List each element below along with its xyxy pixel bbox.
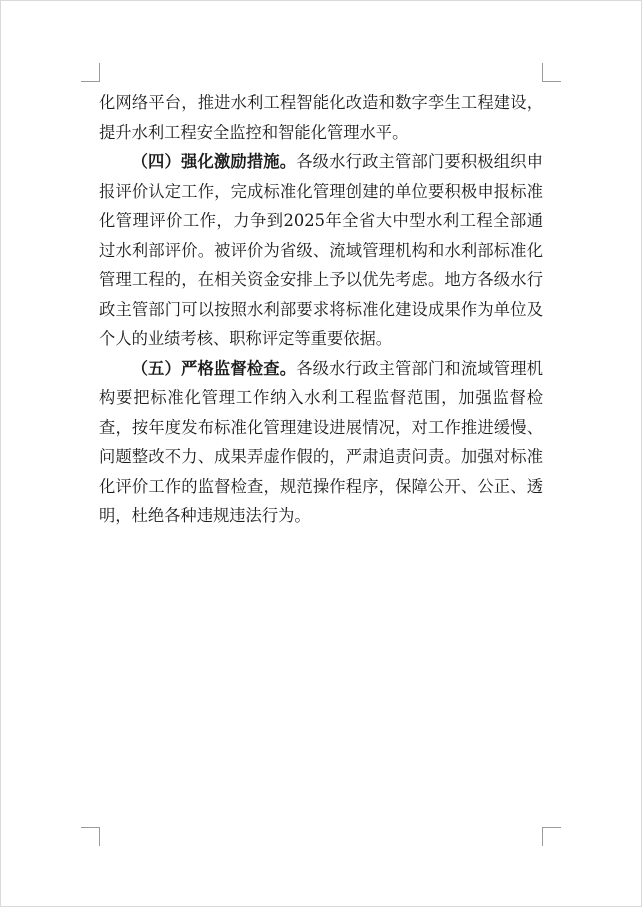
crop-mark-top-left — [81, 63, 100, 82]
document-body — [99, 88, 543, 531]
section-heading-four: （四）强化激励措施。 — [131, 152, 297, 171]
paragraph-continuation — [99, 88, 543, 147]
paragraph-text: 各级水行政主管部门和流域管理机构要把标准化管理工作纳入水利工程监督范围，加强监督检查，按年度发布标准化管理建设进展情况，对工作推进缓慢、问题整改不力、成果弄虚作假的，严肃追责问责。加强对标准化评价工作的监督检查，规范操作程序，保障公开、公正、透明，杜绝各种违规违法行为。 — [99, 358, 543, 525]
paragraph-incentive-measures — [99, 147, 543, 354]
crop-mark-bottom-right — [542, 827, 561, 846]
crop-mark-bottom-left — [81, 827, 100, 846]
section-heading-five: （五）严格监督检查。 — [131, 358, 297, 378]
paragraph-text: 化网络平台，推进水利工程智能化改造和数字孪生工程建设，提升水利工程安全监控和智能化管理水平。 — [99, 93, 543, 142]
crop-mark-top-right — [542, 63, 561, 82]
paragraph-text: 各级水行政主管部门要积极组织申报评价认定工作，完成标准化管理创建的单位要积极申报标准化管理评价工作，力争到2025年全省大中型水利工程全部通过水利部评价。被评价为省级、流域管理机构和水利部标准化管理工程的，在相关资金安排上予以优先考虑。地方各级水行政主管部门可以按照水利部要求将标准化建设成果作为单位及个人的业绩考核、职称评定等重要依据。 — [99, 152, 543, 348]
paragraph-supervision — [99, 354, 543, 531]
